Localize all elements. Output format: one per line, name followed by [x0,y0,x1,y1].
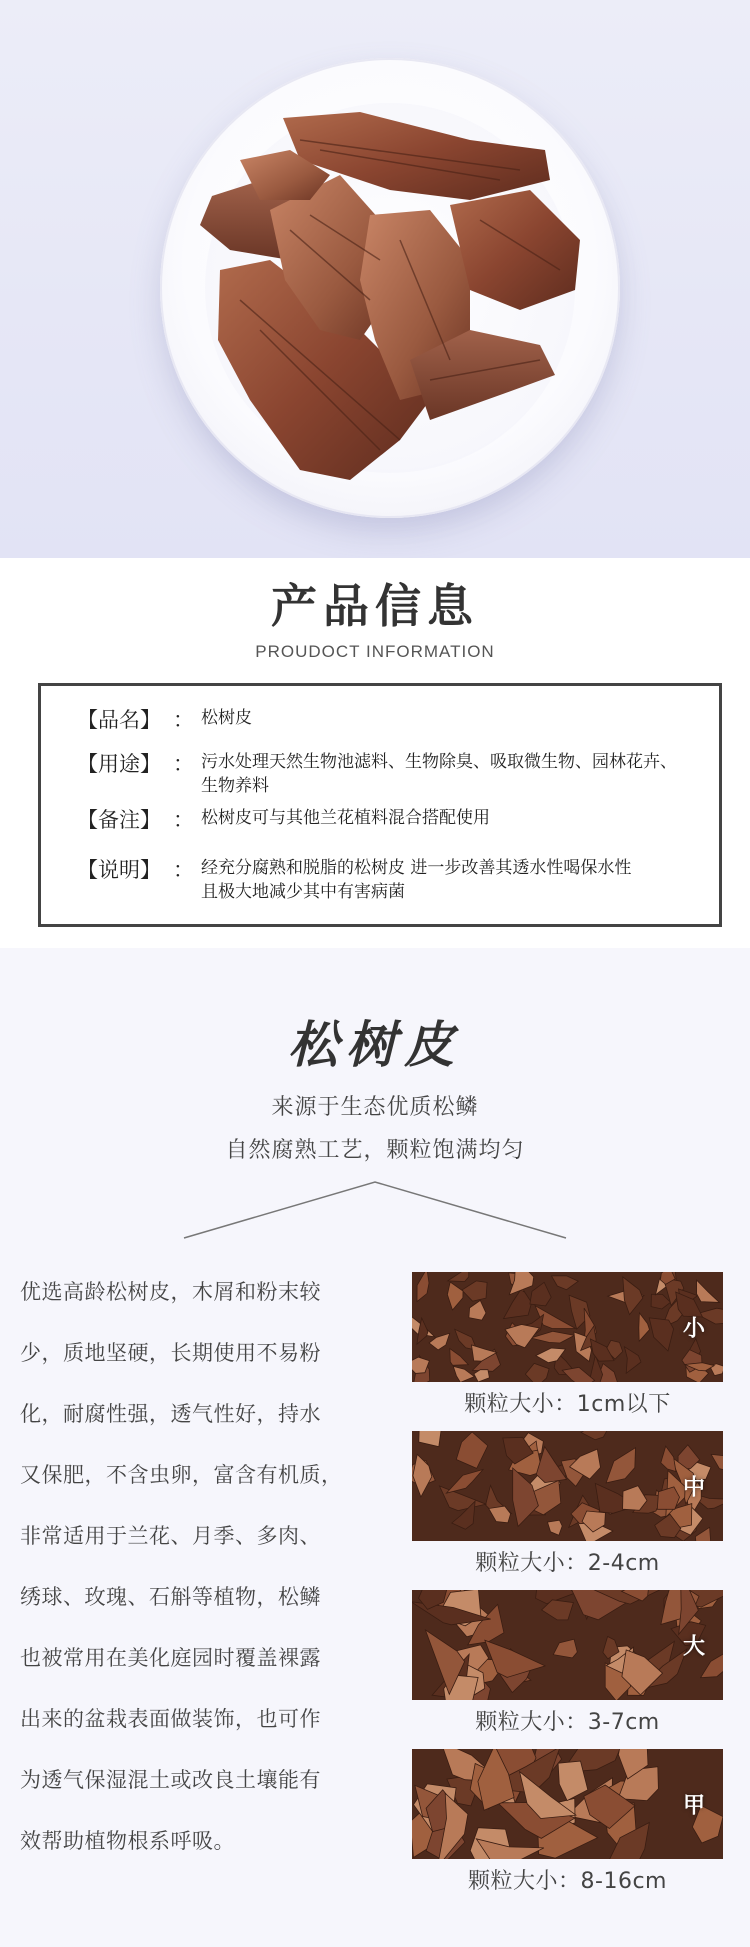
grain-image-extra-large [412,1749,723,1859]
description-line: 又保肥，不含虫卵，富含有机质， [20,1463,343,1487]
description-line: 为透气保湿混土或改良土壤能有 [20,1768,321,1792]
description-line: 也被常用在美化庭园时覆盖裸露 [20,1646,321,1670]
pine-bark-description [20,1262,380,1872]
hero-banner [0,0,750,558]
grain-image-medium [412,1431,723,1541]
description-line: 少，质地坚硬，长期使用不易粉 [20,1341,321,1365]
grain-badge: 大 [682,1634,705,1660]
info-colon: ： [173,752,194,776]
info-value: 经充分腐熟和脱脂的松树皮 进一步改善其透水性喝保水性 [201,858,632,878]
grain-badge: 甲 [682,1793,705,1819]
grain-caption-extra-large: 颗粒大小：8-16cm [468,1869,667,1894]
info-label: 【品名】 [77,708,161,732]
description-line: 化，耐腐性强，透气性好，持水 [20,1402,321,1426]
roof-divider-line [182,1180,568,1240]
description-line: 出来的盆栽表面做装饰，也可作 [20,1707,321,1731]
info-label: 【用途】 [77,752,161,776]
grain-image-small [412,1272,723,1382]
info-colon: ： [173,858,194,882]
product-info-box [38,683,722,927]
grain-image-large [412,1590,723,1700]
grain-caption-large: 颗粒大小：3-7cm [475,1710,660,1735]
grain-badge: 中 [682,1475,705,1501]
info-value: 污水处理天然生物池滤料、生物除臭、吸取微生物、园林花卉、 [201,752,677,772]
pine-bark-tagline-1: 来源于生态优质松鳞 [271,1095,479,1120]
pine-bark-tagline-2: 自然腐熟工艺，颗粒饱满均匀 [225,1138,525,1163]
pine-bark-title: 松树皮 [288,1015,462,1074]
info-value-line2: 且极大地减少其中有害病菌 [201,882,405,902]
info-value: 松树皮可与其他兰花植料混合搭配使用 [201,808,490,828]
grain-caption-small: 颗粒大小：1cm以下 [464,1392,671,1417]
description-line: 优选高龄松树皮，木屑和粉末较 [20,1280,321,1304]
description-line: 效帮助植物根系呼吸。 [20,1829,235,1853]
description-line: 绣球、玫瑰、石斛等植物，松鳞 [20,1585,321,1609]
info-value: 松树皮 [201,708,252,728]
info-value-line2: 生物养料 [201,776,269,796]
pine-bark-pile-image [0,0,750,558]
info-colon: ： [173,808,194,832]
info-colon: ： [173,708,194,732]
product-info-subtitle: PROUDOCT INFORMATION [255,642,495,661]
info-label: 【备注】 [77,808,161,832]
product-info-title: 产品信息 [271,579,479,633]
info-label: 【说明】 [77,858,161,882]
description-line: 非常适用于兰花、月季、多肉、 [20,1524,321,1548]
grain-badge: 小 [682,1316,705,1342]
grain-caption-medium: 颗粒大小：2-4cm [475,1551,660,1576]
